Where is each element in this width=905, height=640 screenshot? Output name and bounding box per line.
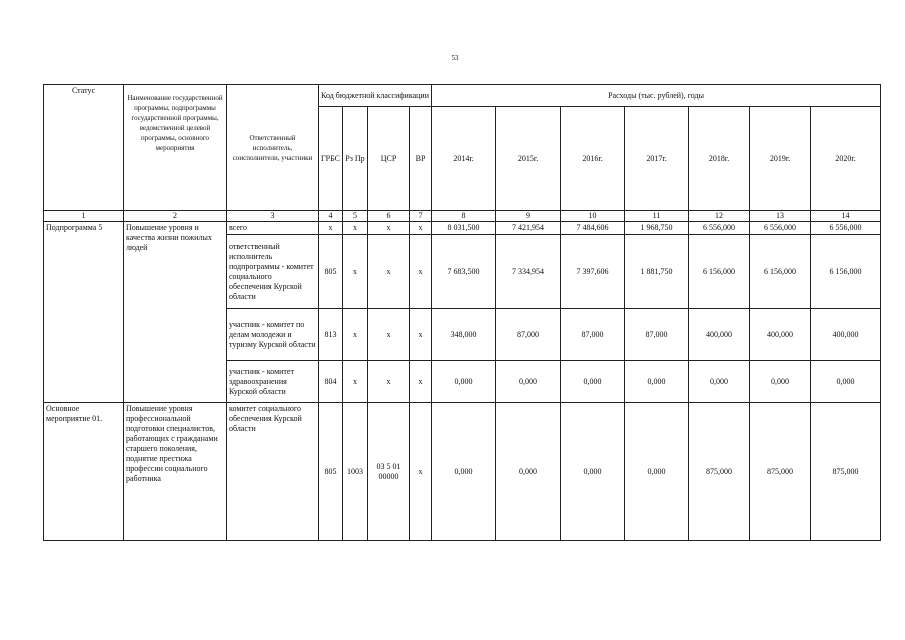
row-value: 6 556,000 [750, 222, 811, 235]
row-vr: х [410, 222, 432, 235]
header-csr: ЦСР [368, 107, 410, 211]
table-row [44, 403, 881, 541]
row-value: 0,000 [561, 361, 625, 403]
column-number: 11 [625, 211, 689, 222]
column-number: 6 [368, 211, 410, 222]
row-value: 0,000 [496, 361, 561, 403]
row-value: 0,000 [811, 361, 881, 403]
row-value: 0,000 [750, 361, 811, 403]
header-executor: Ответственный исполнитель, соисполнители, участники [227, 85, 319, 211]
row-grbs: 805 [319, 235, 343, 309]
row-value: 1 881,750 [625, 235, 689, 309]
row-value: 7 484,606 [561, 222, 625, 235]
column-number-row [44, 211, 881, 222]
row-value: 1 968,750 [625, 222, 689, 235]
row-csr: 03 5 01 00000 [368, 403, 410, 541]
column-number: 14 [811, 211, 881, 222]
column-number: 12 [689, 211, 750, 222]
row-value: 7 397,606 [561, 235, 625, 309]
header-year: 2017г. [625, 107, 689, 211]
column-number: 10 [561, 211, 625, 222]
row-value: 400,000 [689, 309, 750, 361]
row-value: 8 031,500 [432, 222, 496, 235]
row-rzpr: 1003 [343, 403, 368, 541]
row-value: 0,000 [496, 403, 561, 541]
row-value: 87,000 [496, 309, 561, 361]
budget-table [43, 84, 881, 541]
header-year: 2015г. [496, 107, 561, 211]
row-grbs: 813 [319, 309, 343, 361]
row-value: 87,000 [561, 309, 625, 361]
row-status: Основное мероприятие 01. [44, 403, 124, 541]
column-number: 3 [227, 211, 319, 222]
row-executor: ответственный исполнитель подпрограммы - комитет социального обеспечения Курской области [227, 235, 319, 309]
header-rzpr: Рз Пр [343, 107, 368, 211]
row-name: Повышение уровня и качества жизни пожилых людей [124, 222, 227, 403]
row-csr: х [368, 361, 410, 403]
row-value: 6 156,000 [689, 235, 750, 309]
row-value: 0,000 [432, 361, 496, 403]
header-year: 2019г. [750, 107, 811, 211]
row-value: 875,000 [750, 403, 811, 541]
row-value: 6 556,000 [811, 222, 881, 235]
header-expenses: Расходы (тыс. рублей), годы [432, 85, 881, 107]
table-row [44, 222, 881, 235]
column-number: 2 [124, 211, 227, 222]
row-name: Повышение уровня профессиональной подготовки специалистов, работающих с гражданами старшего поколения, поднятие престижа профессии социального работника [124, 403, 227, 541]
column-number: 1 [44, 211, 124, 222]
row-vr: х [410, 309, 432, 361]
row-value: 0,000 [561, 403, 625, 541]
row-executor: участник - комитет по делам молодежи и туризму Курской области [227, 309, 319, 361]
row-csr: х [368, 235, 410, 309]
row-value: 6 556,000 [689, 222, 750, 235]
row-vr: х [410, 235, 432, 309]
header-status: Статус [44, 85, 124, 211]
row-value: 875,000 [811, 403, 881, 541]
row-value: 7 421,954 [496, 222, 561, 235]
row-rzpr: х [343, 361, 368, 403]
row-vr: х [410, 403, 432, 541]
row-csr: х [368, 309, 410, 361]
header-vr: ВР [410, 107, 432, 211]
row-status: Подпрограмма 5 [44, 222, 124, 403]
row-executor: участник - комитет здравоохранения Курской области [227, 361, 319, 403]
row-value: 400,000 [811, 309, 881, 361]
row-vr: х [410, 361, 432, 403]
row-value: 348,000 [432, 309, 496, 361]
row-grbs: 805 [319, 403, 343, 541]
header-budget-code: Код бюджетной классификации [319, 85, 432, 107]
column-number: 9 [496, 211, 561, 222]
row-value: 0,000 [625, 403, 689, 541]
row-value: 0,000 [689, 361, 750, 403]
row-value: 6 156,000 [811, 235, 881, 309]
row-rzpr: х [343, 222, 368, 235]
row-rzpr: х [343, 309, 368, 361]
column-number: 5 [343, 211, 368, 222]
row-value: 7 683,500 [432, 235, 496, 309]
row-executor: комитет социального обеспечения Курской области [227, 403, 319, 541]
row-value: 6 156,000 [750, 235, 811, 309]
header-grbs: ГРБС [319, 107, 343, 211]
row-value: 0,000 [432, 403, 496, 541]
column-number: 8 [432, 211, 496, 222]
row-value: 7 334,954 [496, 235, 561, 309]
header-year: 2020г. [811, 107, 881, 211]
page-number: 53 [451, 54, 459, 62]
row-value: 875,000 [689, 403, 750, 541]
row-grbs: 804 [319, 361, 343, 403]
row-grbs: х [319, 222, 343, 235]
row-executor: всего [227, 222, 319, 235]
header-year: 2016г. [561, 107, 625, 211]
row-value: 87,000 [625, 309, 689, 361]
row-csr: х [368, 222, 410, 235]
column-number: 7 [410, 211, 432, 222]
row-value: 0,000 [625, 361, 689, 403]
row-value: 400,000 [750, 309, 811, 361]
row-rzpr: х [343, 235, 368, 309]
header-year: 2018г. [689, 107, 750, 211]
column-number: 13 [750, 211, 811, 222]
header-name: Наименование государственной программы, подпрограммы государственной программы, ведомственной целевой программы, основного мероприятия [124, 85, 227, 211]
header-year: 2014г. [432, 107, 496, 211]
column-number: 4 [319, 211, 343, 222]
